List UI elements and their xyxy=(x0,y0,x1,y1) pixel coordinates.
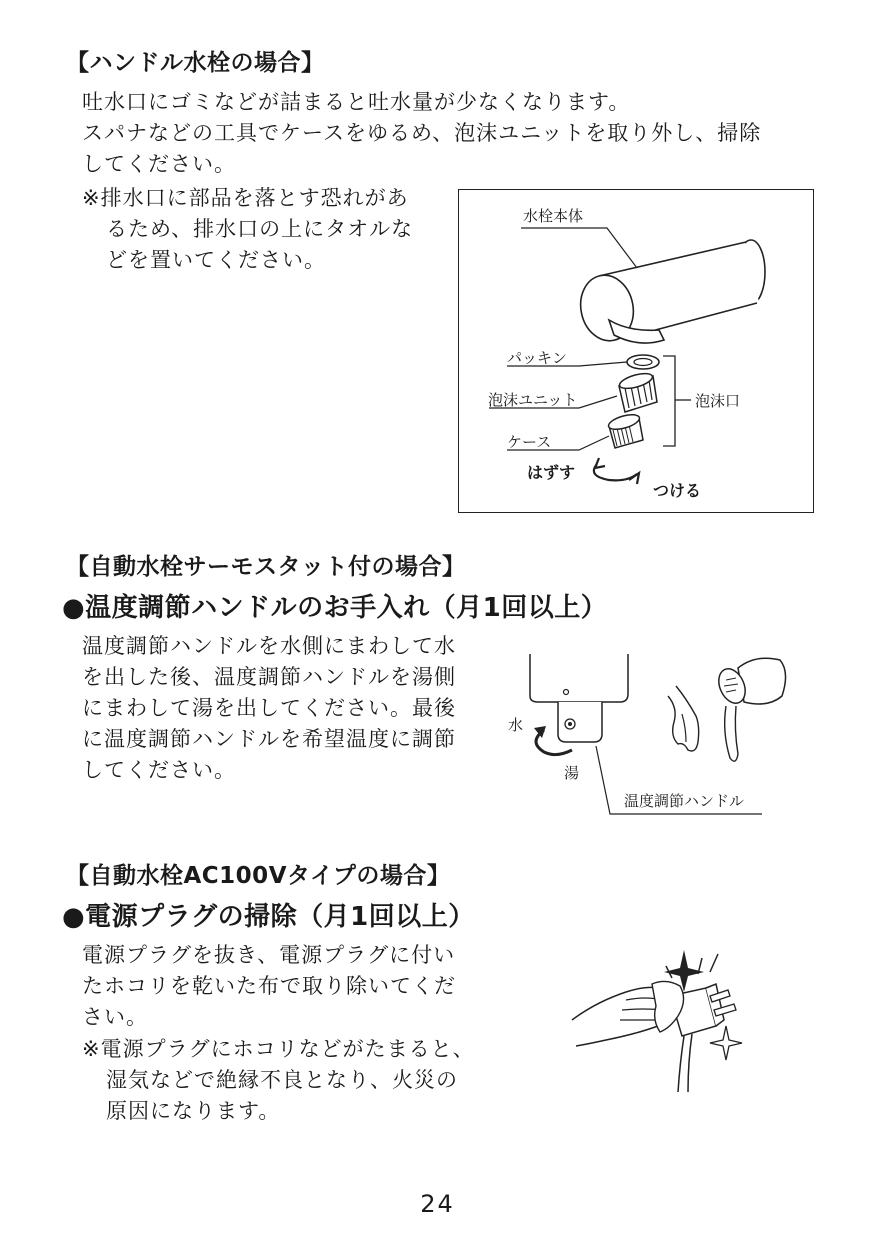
paragraph-line: してください。 xyxy=(82,152,236,176)
label-aerator: 泡沫口 xyxy=(695,392,741,410)
section-thermo-paragraph xyxy=(82,631,456,786)
section-handle-heading: 【ハンドル水栓の場合】 xyxy=(66,50,325,76)
sparkle-icon xyxy=(710,1026,742,1060)
section-handle-paragraph xyxy=(82,87,761,180)
plug-cleaning-figure xyxy=(566,944,756,1094)
plug-cleaning-diagram xyxy=(566,944,756,1094)
note-line: ※排水口に部品を落とす恐れがあ xyxy=(82,186,409,210)
section-thermo-heading: 【自動水栓サーモスタット付の場合】 xyxy=(66,554,466,580)
remove-arrow-icon xyxy=(595,458,605,468)
label-attach: つける xyxy=(653,481,702,500)
paragraph-line: にまわして湯を出してください。最後 xyxy=(82,696,456,720)
rotate-arrow-icon xyxy=(534,726,546,738)
note-line: 原因になります。 xyxy=(106,1099,281,1123)
paragraph-line: 電源プラグを抜き、電源プラグに付い xyxy=(82,943,456,967)
paragraph-line: してください。 xyxy=(82,758,236,782)
label-remove: はずす xyxy=(527,463,576,482)
note-line: ※電源プラグにホコリなどがたまると、 xyxy=(82,1037,475,1061)
note-line: るため、排水口の上にタオルな xyxy=(106,217,414,241)
page-number: 24 xyxy=(420,1190,455,1218)
label-aerator-unit: 泡沫ユニット xyxy=(488,391,578,409)
label-case: ケース xyxy=(507,433,552,451)
section-handle-note xyxy=(82,183,413,276)
cord-icon xyxy=(678,1036,684,1092)
temperature-handle-part xyxy=(558,702,602,742)
aerator-figure xyxy=(458,189,814,513)
paragraph-line: を出した後、温度調節ハンドルを湯側 xyxy=(82,665,456,689)
label-hot-side: 湯 xyxy=(564,764,580,782)
aerator-unit-part xyxy=(618,371,657,412)
label-packing: パッキン xyxy=(507,349,567,367)
label-faucet-body: 水栓本体 xyxy=(523,207,584,225)
paragraph-line: さい。 xyxy=(82,1005,148,1029)
water-stream-icon xyxy=(725,706,738,761)
label-water-side: 水 xyxy=(508,716,524,734)
section-ac-paragraph xyxy=(82,940,456,1033)
paragraph-line: 温度調節ハンドルを水側にまわして水 xyxy=(82,634,456,658)
note-line: 湿気などで絶縁不良となり、火災の xyxy=(106,1068,458,1092)
paragraph-line: 吐水口にゴミなどが詰まると吐水量が少なくなります。 xyxy=(82,90,631,114)
paragraph-line: たホコリを乾いた布で取り除いてくだ xyxy=(82,974,456,998)
label-temperature-handle: 温度調節ハンドル xyxy=(624,792,745,810)
case-part xyxy=(607,412,643,448)
section-ac-title: ●電源プラグの掃除（月1回以上） xyxy=(62,902,475,932)
spout-part xyxy=(714,658,786,707)
paragraph-line: に温度調節ハンドルを希望温度に調節 xyxy=(82,727,456,751)
note-line: どを置いてください。 xyxy=(106,248,326,272)
section-ac-heading: 【自動水栓AC100Vタイプの場合】 xyxy=(66,863,451,889)
section-thermo-title: ●温度調節ハンドルのお手入れ（月1回以上） xyxy=(62,593,608,623)
section-ac-note xyxy=(82,1034,475,1127)
attach-arrow-icon xyxy=(629,473,639,484)
thermo-handle-figure xyxy=(500,650,800,820)
paragraph-line: スパナなどの工具でケースをゆるめ、泡沫ユニットを取り外し、掃除 xyxy=(82,121,762,145)
